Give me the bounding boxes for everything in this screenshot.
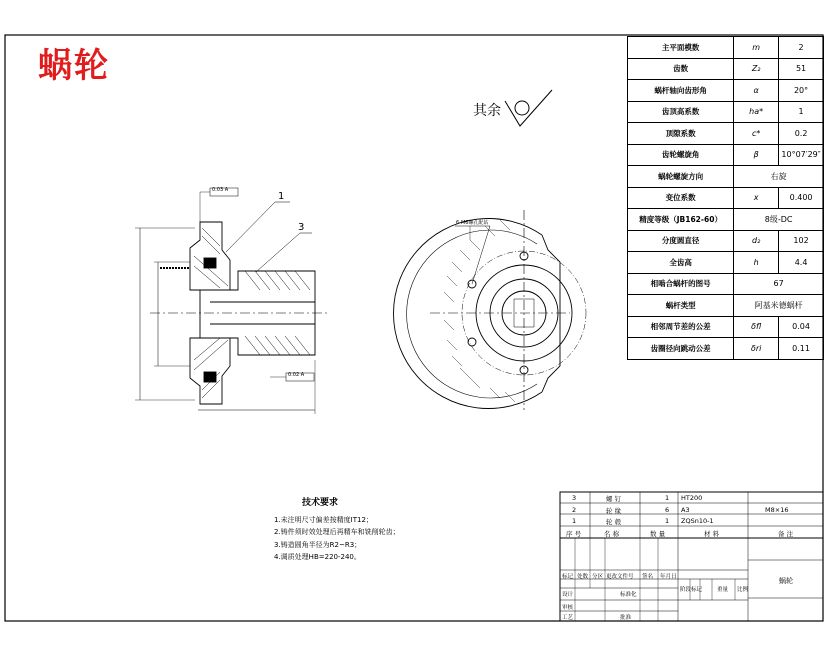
rev-label: 标记 — [562, 574, 574, 580]
param-value: 51 — [779, 58, 824, 80]
surface-finish-icon — [505, 90, 552, 126]
part-note: M8×16 — [765, 506, 789, 514]
param-symbol: δri — [734, 338, 779, 360]
header-material: 材 料 — [704, 530, 720, 538]
part-name: 轮 毂 — [606, 518, 622, 526]
part-name: 轮 缘 — [606, 507, 622, 515]
param-name: 蜗轮螺旋方向 — [628, 166, 734, 188]
param-name: 齿数 — [628, 58, 734, 80]
table-row — [628, 101, 824, 123]
param-name: 相啮合蜗杆的图号 — [628, 273, 734, 295]
param-name: 顶隙系数 — [628, 123, 734, 145]
rev-label: 分区 — [592, 574, 604, 580]
param-value: 0.11 — [779, 338, 824, 360]
tolerance-frame-bottom: 0.02 A — [288, 372, 305, 378]
rev-label: 签名 — [642, 574, 654, 580]
part-no: 3 — [572, 494, 577, 502]
param-value: 4.4 — [779, 252, 824, 274]
tech-item: 1.未注明尺寸偏差按精度IT12； — [274, 515, 373, 524]
param-symbol: d₂ — [734, 230, 779, 252]
param-symbol: Z₂ — [734, 58, 779, 80]
std-label: 标准化 — [620, 592, 637, 598]
table-row — [628, 316, 824, 338]
part-material: ZQSn10-1 — [681, 517, 714, 525]
param-value: 8级-DC — [734, 209, 824, 231]
tech-item: 2.铸件须时效处理后再精车和铣削轮齿； — [274, 528, 400, 536]
param-symbol: m — [734, 37, 779, 59]
param-value: 1 — [779, 101, 824, 123]
table-row — [628, 80, 824, 102]
header-note: 备 注 — [778, 530, 794, 538]
table-row — [628, 123, 824, 145]
header-qty: 数 量 — [650, 530, 666, 538]
param-name: 精度等级（JB162-60） — [628, 209, 734, 231]
param-value: 0.2 — [779, 123, 824, 145]
technical-requirements — [274, 497, 400, 564]
callout-1: 1 — [278, 191, 285, 202]
table-row — [628, 144, 824, 166]
part-qty: 6 — [665, 506, 670, 514]
param-value: 右旋 — [734, 166, 824, 188]
scale-label: 比例 — [737, 587, 749, 593]
param-symbol: α — [734, 80, 779, 102]
table-row — [628, 338, 824, 360]
param-value: 102 — [779, 230, 824, 252]
part-material: A3 — [681, 506, 690, 514]
param-symbol: c* — [734, 123, 779, 145]
tech-item: 4.调质处理HB=220-240。 — [274, 553, 361, 561]
part-no: 2 — [572, 506, 577, 514]
callout-3: 3 — [298, 222, 305, 233]
drawing-title: 蜗轮 — [38, 46, 110, 86]
sign-review: 审核 — [562, 605, 574, 611]
param-value: 10°07′29″ — [779, 144, 824, 166]
param-symbol: h — [734, 252, 779, 274]
param-name: 蜗杆轴向齿形角 — [628, 80, 734, 102]
tolerance-frame-top: 0.03 A — [212, 187, 229, 193]
header-name: 名 称 — [604, 530, 620, 538]
param-value: 20° — [779, 80, 824, 102]
header-no: 序 号 — [566, 530, 582, 538]
table-row — [628, 209, 824, 231]
param-name: 变位系数 — [628, 187, 734, 209]
table-row — [628, 187, 824, 209]
table-row — [628, 230, 824, 252]
part-qty: 1 — [665, 517, 670, 525]
param-name: 齿轮螺旋角 — [628, 144, 734, 166]
tech-item: 3.铸造圆角半径为R2~R3； — [274, 540, 362, 549]
table-row — [628, 37, 824, 59]
part-name-title: 蜗轮 — [779, 577, 793, 585]
part-name: 螺 钉 — [606, 495, 622, 503]
param-symbol: β — [734, 144, 779, 166]
param-name: 蜗杆类型 — [628, 295, 734, 317]
surface-note: 其余 — [473, 103, 501, 119]
table-row — [628, 58, 824, 80]
table-row — [628, 295, 824, 317]
tech-heading: 技术要求 — [302, 498, 339, 508]
param-name: 齿圈径向跳动公差 — [628, 338, 734, 360]
param-symbol: ha* — [734, 101, 779, 123]
front-view — [393, 210, 586, 410]
param-value: 0.04 — [779, 316, 824, 338]
stage-label: 阶段标记 — [680, 587, 703, 593]
part-qty: 1 — [665, 494, 670, 502]
hole-note: 6-M6螺孔配钻 — [456, 220, 489, 226]
table-row — [628, 166, 824, 188]
rev-label: 年月日 — [660, 574, 677, 580]
param-symbol: x — [734, 187, 779, 209]
approve-label: 批准 — [620, 615, 632, 621]
sign-design: 设计 — [562, 592, 574, 598]
param-name: 齿顶高系数 — [628, 101, 734, 123]
param-name: 相邻周节差的公差 — [628, 316, 734, 338]
sign-process: 工艺 — [562, 615, 574, 621]
param-value: 67 — [734, 273, 824, 295]
param-value: 0.400 — [779, 187, 824, 209]
weight-label: 重量 — [717, 587, 729, 593]
table-row — [628, 273, 824, 295]
param-value: 2 — [779, 37, 824, 59]
rev-label: 更改文件号 — [606, 574, 634, 580]
gear-parameter-table — [627, 36, 824, 360]
param-name: 全齿高 — [628, 252, 734, 274]
param-symbol: δfl — [734, 316, 779, 338]
rev-label: 处数 — [577, 574, 589, 580]
part-no: 1 — [572, 517, 577, 525]
param-value: 阿基米德蜗杆 — [734, 295, 824, 317]
table-row — [628, 252, 824, 274]
part-material: HT200 — [681, 494, 703, 502]
param-name: 主平面模数 — [628, 37, 734, 59]
param-name: 分度圆直径 — [628, 230, 734, 252]
